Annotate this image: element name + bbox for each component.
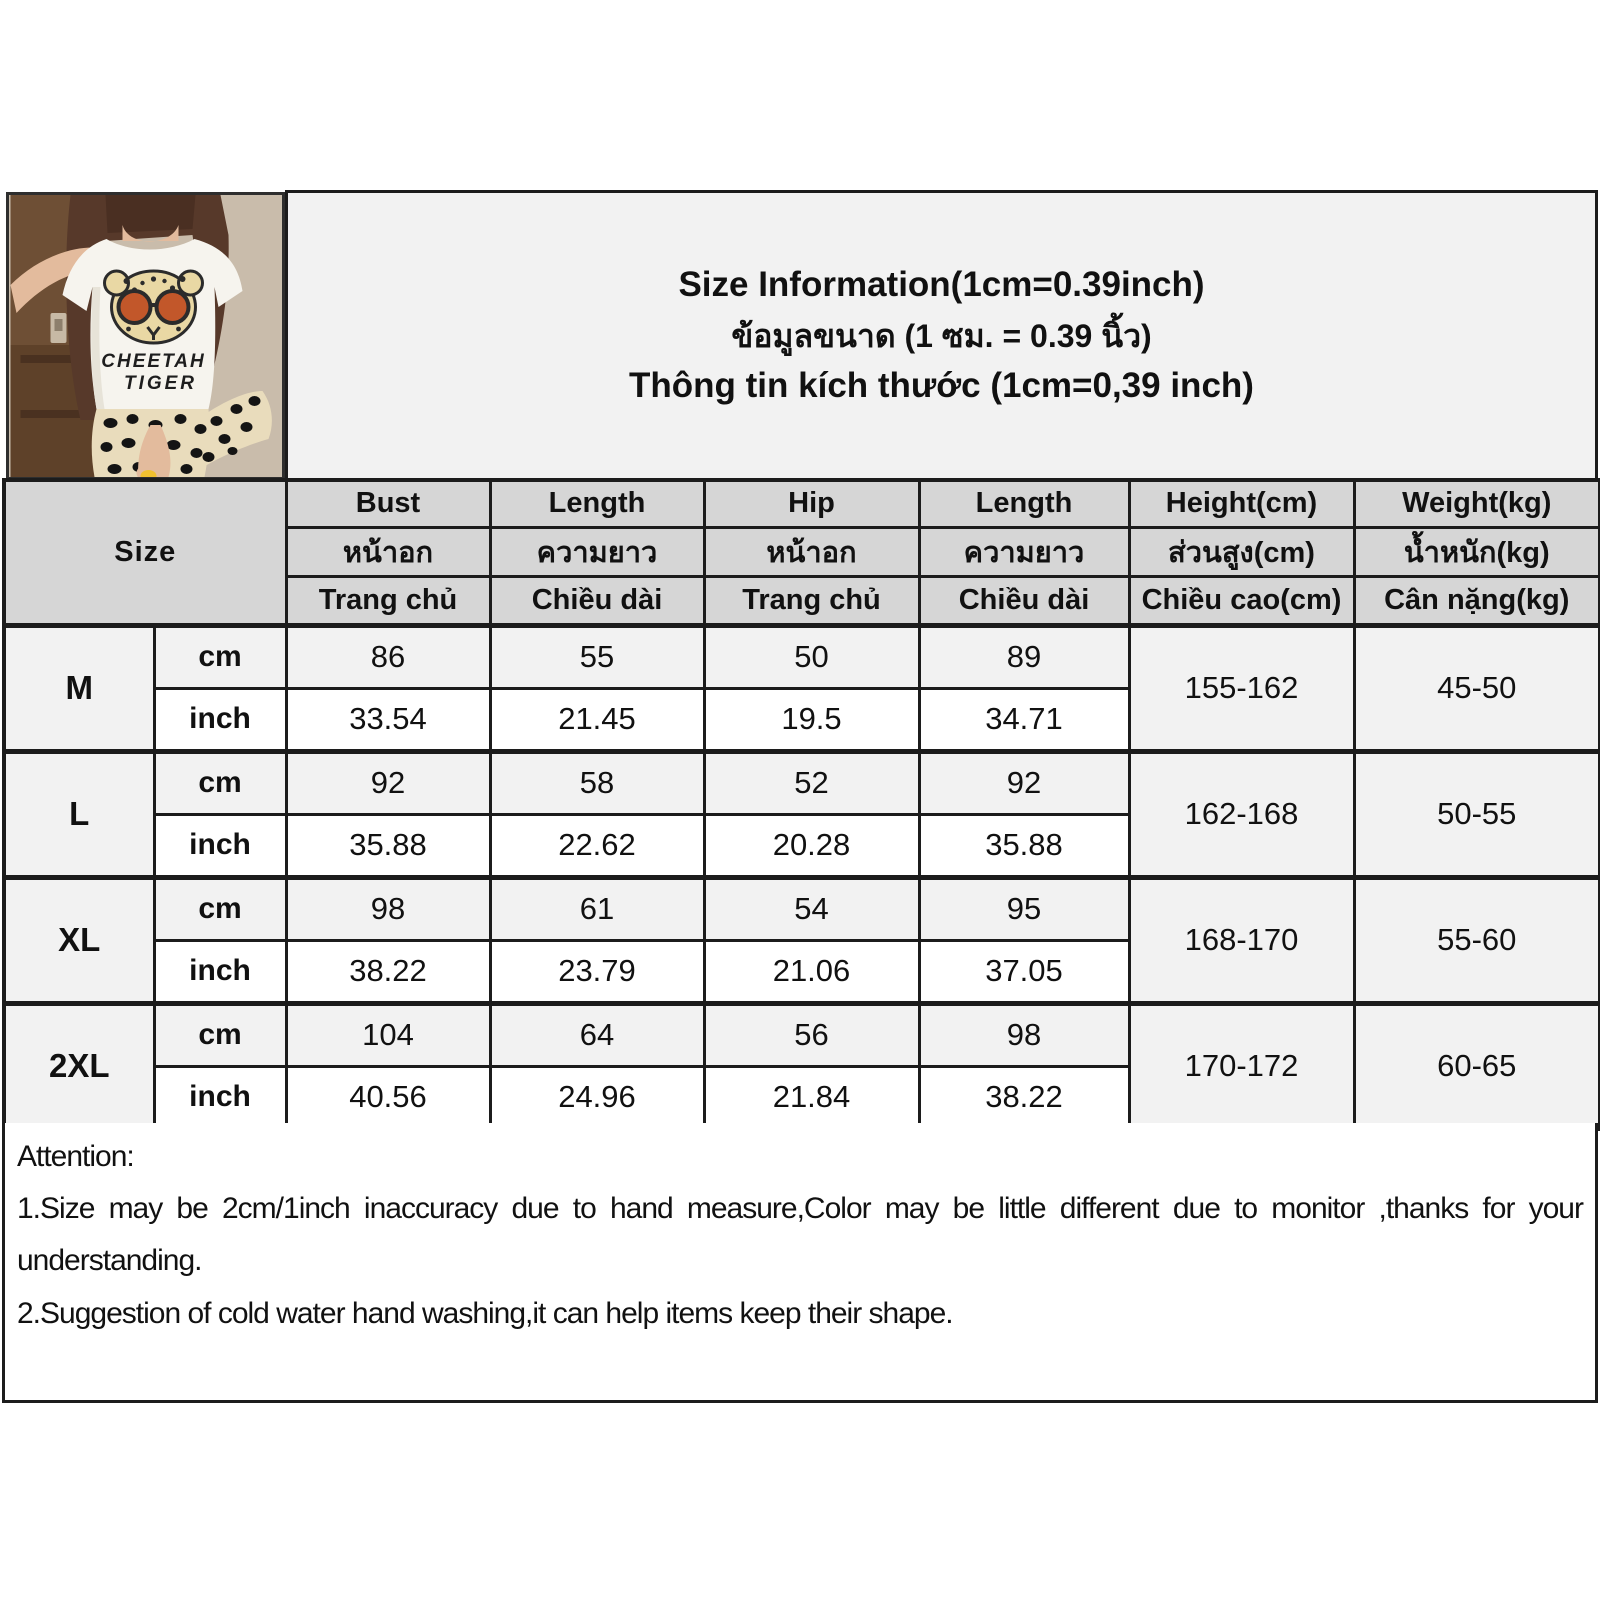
- row-L-cm: [4, 751, 1600, 814]
- col-weight-th: น้ำหนัก(kg): [1354, 527, 1600, 576]
- unit-cm: cm: [154, 751, 286, 814]
- 2XL-height: 170-172: [1129, 1003, 1354, 1129]
- unit-cm: cm: [154, 877, 286, 940]
- col-bust-vi: Trang chủ: [286, 576, 490, 625]
- 2XL-bust-inch: 40.56: [286, 1066, 490, 1129]
- row-2XL-cm: [4, 1003, 1600, 1066]
- XL-length-inch: 23.79: [490, 940, 704, 1003]
- 2XL-length2-cm: 98: [919, 1003, 1129, 1066]
- size-label-2XL: 2XL: [4, 1003, 154, 1129]
- attention-box: [2, 1123, 1598, 1403]
- L-height: 162-168: [1129, 751, 1354, 877]
- XL-length-cm: 61: [490, 877, 704, 940]
- col-length2-en: Length: [919, 480, 1129, 527]
- 2XL-hip-inch: 21.84: [704, 1066, 919, 1129]
- unit-cm: cm: [154, 1003, 286, 1066]
- XL-hip-cm: 54: [704, 877, 919, 940]
- XL-weight: 55-60: [1354, 877, 1600, 1003]
- L-length2-cm: 92: [919, 751, 1129, 814]
- attention-note-2: 2.Suggestion of cold water hand washing,it can help items keep their shape.: [17, 1296, 953, 1330]
- XL-bust-inch: 38.22: [286, 940, 490, 1003]
- XL-hip-inch: 21.06: [704, 940, 919, 1003]
- shirt-text-line1: CHEETAH: [101, 351, 206, 372]
- 2XL-weight: 60-65: [1354, 1003, 1600, 1129]
- M-bust-cm: 86: [286, 625, 490, 688]
- M-length-cm: 55: [490, 625, 704, 688]
- 2XL-length-cm: 64: [490, 1003, 704, 1066]
- XL-length2-inch: 37.05: [919, 940, 1129, 1003]
- size-corner-label: Size: [4, 480, 286, 625]
- M-length2-inch: 34.71: [919, 688, 1129, 751]
- title-english: Size Information(1cm=0.39inch): [678, 265, 1205, 304]
- product-photo: [6, 192, 285, 480]
- col-hip-vi: Trang chủ: [704, 576, 919, 625]
- shirt-text-line2: TIGER: [123, 373, 198, 394]
- col-hip-th: หน้าอก: [704, 527, 919, 576]
- size-table: [2, 478, 1600, 1131]
- row-M-cm: [4, 625, 1600, 688]
- col-length2-th: ความยาว: [919, 527, 1129, 576]
- col-length-vi: Chiều dài: [490, 576, 704, 625]
- L-hip-inch: 20.28: [704, 814, 919, 877]
- 2XL-length2-inch: 38.22: [919, 1066, 1129, 1129]
- 2XL-hip-cm: 56: [704, 1003, 919, 1066]
- L-weight: 50-55: [1354, 751, 1600, 877]
- unit-inch: inch: [154, 814, 286, 877]
- M-bust-inch: 33.54: [286, 688, 490, 751]
- col-length2-vi: Chiều dài: [919, 576, 1129, 625]
- title-box: [285, 190, 1598, 478]
- M-hip-cm: 50: [704, 625, 919, 688]
- L-hip-cm: 52: [704, 751, 919, 814]
- XL-height: 168-170: [1129, 877, 1354, 1003]
- unit-inch: inch: [154, 1066, 286, 1129]
- M-length-inch: 21.45: [490, 688, 704, 751]
- col-height-th: ส่วนสูง(cm): [1129, 527, 1354, 576]
- product-photo-illustration: [9, 195, 282, 477]
- M-height: 155-162: [1129, 625, 1354, 751]
- size-label-L: L: [4, 751, 154, 877]
- XL-bust-cm: 98: [286, 877, 490, 940]
- col-hip-en: Hip: [704, 480, 919, 527]
- M-length2-cm: 89: [919, 625, 1129, 688]
- attention-note-1: 1.Size may be 2cm/1inch inaccuracy due to hand measure,Color may be little different due to monitor ,thanks for your understanding.: [17, 1192, 1583, 1278]
- 2XL-bust-cm: 104: [286, 1003, 490, 1066]
- header-row-english: [4, 480, 1600, 527]
- 2XL-length-inch: 24.96: [490, 1066, 704, 1129]
- unit-inch: inch: [154, 940, 286, 1003]
- XL-length2-cm: 95: [919, 877, 1129, 940]
- col-weight-vi: Cân nặng(kg): [1354, 576, 1600, 625]
- col-height-vi: Chiều cao(cm): [1129, 576, 1354, 625]
- col-length-th: ความยาว: [490, 527, 704, 576]
- col-weight-en: Weight(kg): [1354, 480, 1600, 527]
- L-length-cm: 58: [490, 751, 704, 814]
- L-length-inch: 22.62: [490, 814, 704, 877]
- attention-heading: Attention:: [17, 1140, 134, 1173]
- col-height-en: Height(cm): [1129, 480, 1354, 527]
- title-vietnamese: Thông tin kích thước (1cm=0,39 inch): [629, 365, 1254, 405]
- size-label-XL: XL: [4, 877, 154, 1003]
- col-bust-en: Bust: [286, 480, 490, 527]
- L-bust-cm: 92: [286, 751, 490, 814]
- unit-inch: inch: [154, 688, 286, 751]
- col-length-en: Length: [490, 480, 704, 527]
- L-length2-inch: 35.88: [919, 814, 1129, 877]
- col-bust-th: หน้าอก: [286, 527, 490, 576]
- title-thai: ข้อมูลขนาด (1 ซม. = 0.39 นิ้ว): [731, 317, 1152, 354]
- row-XL-cm: [4, 877, 1600, 940]
- L-bust-inch: 35.88: [286, 814, 490, 877]
- M-weight: 45-50: [1354, 625, 1600, 751]
- M-hip-inch: 19.5: [704, 688, 919, 751]
- size-label-M: M: [4, 625, 154, 751]
- unit-cm: cm: [154, 625, 286, 688]
